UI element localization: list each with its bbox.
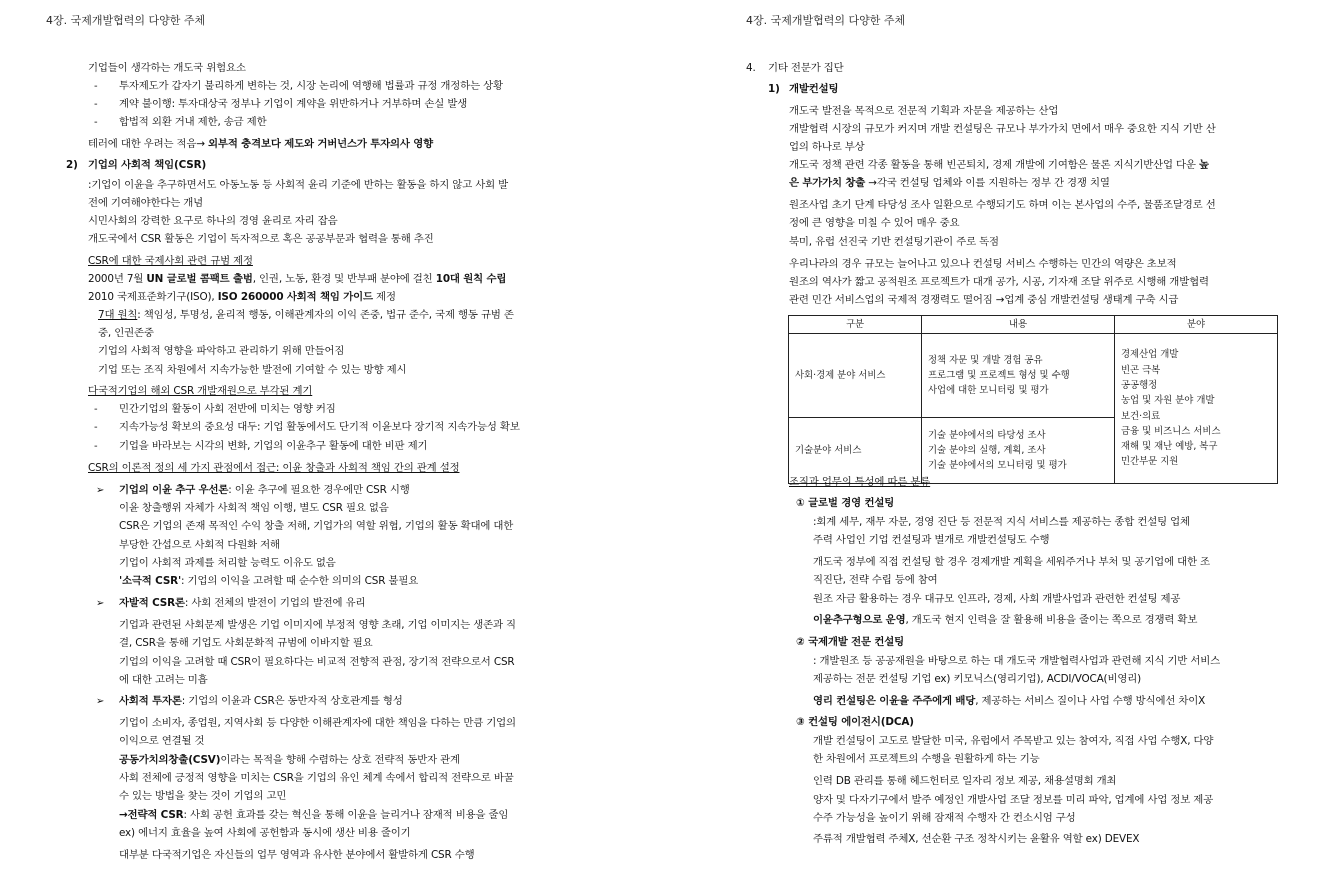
mnc-item: 지속가능성 확보의 중요성 대두: 기업 활동에서도 단기적 이윤보다 장기적 지속가능성 확보 [119,421,520,433]
c2-title: ② 국제개발 전문 컨설팅 [796,636,905,648]
csr-civil-society: 시민사회의 강력한 요구로 하나의 경영 윤리로 자리 잡음 [88,215,338,227]
csr-definition: :기업이 이윤을 추구하면서도 아동노동 등 사회적 윤리 기준에 반하는 활동을 하지 않고 사회 발 [88,179,509,191]
table-cell-category: 사회·경제 분야 서비스 [789,334,922,418]
view3-line: 기업이 소비자, 종업원, 지역사회 등 다양한 이해관계자에 대한 책임을 다하는 만큼 기업의 [119,717,516,729]
table-header-cell: 분야 [1115,316,1278,334]
view2-line: 에 대한 고려는 미흡 [119,674,208,686]
right-page-header: 4장. 국제개발협력의 다양한 주체 [746,14,906,27]
view3-line: 수 있는 방법을 찾는 것이 기업의 고민 [119,790,287,802]
c2-line: : 개발원조 등 공공재원을 바탕으로 하는 대 개도국 개발협력사업과 관련해 지식 기반 서비스 [813,655,1221,667]
dash-bullet: - [94,422,98,433]
view2-heading: 자발적 CSR론: 사회 전체의 발전이 기업의 발전에 유리 [119,597,366,609]
dash-bullet: - [94,441,98,452]
table-header-row [789,316,1278,334]
view3-line: 사회 전체에 긍정적 영향을 미치는 CSR을 기업의 유인 체계 속에서 합리적 전략으로 바꿀 [119,772,514,784]
c1-line: 개도국 정부에 직접 컨설팅 할 경우 경제개발 계획을 세워주거나 부처 및 공기업에 대한 조 [813,556,1210,568]
mnc-item: 민간기업의 활동이 사회 전반에 미치는 영향 커짐 [119,403,336,415]
csv-line: 공동가치의창출(CSV)이라는 목적을 향해 수렴하는 상호 전략적 동반자 관계 [119,754,460,766]
view1-line: CSR은 기업의 존재 목적인 수익 창출 저해, 기업가의 역할 위협, 기업의 활동 확대에 대한 [119,520,514,532]
section4-title: 기타 전문가 집단 [768,62,844,74]
korea-line: 원조의 역사가 짧고 공적원조 프로젝트가 대개 공가, 시공, 기자재 조달 위주로 시행해 개발협력 [789,276,1209,288]
c1-line: :회계 세무, 재무 자문, 경영 진단 등 전문적 지식 서비스를 제공하는 종합 컨설팅 업체 [813,516,1190,528]
korea-line: 관련 민간 서비스업의 국제적 경쟁력도 떨어짐 →업계 중심 개발컨설팅 생태계 구축 시급 [789,294,1179,306]
aid-line: 원조사업 초기 단계 타당성 조사 일환으로 수행되기도 하며 이는 본사업의 수주, 물품조달경로 선 [789,199,1216,211]
c3-line: 인력 DB 관리를 통해 헤드헌터로 일자리 정보 제공, 채용설명회 개최 [813,775,1117,787]
seven-principles-line: 7대 원칙: 책임성, 투명성, 윤리적 행동, 이해관계자의 이익 존중, 법규 준수, 국제 행동 규범 존 [98,309,514,321]
consulting-services-table [788,315,1278,484]
section4-number: 4. [746,62,756,74]
view3-line: 이익으로 연결될 것 [119,735,205,747]
view3-heading: 사회적 투자론: 기업의 이윤과 CSR은 동반자적 상호관계를 형성 [119,695,403,707]
korea-line: 우리나라의 경우 규모는 늘어나고 있으나 컨설팅 서비스 수행하는 민간의 역량은 초보적 [789,258,1177,270]
risk-item: 투자제도가 갑자기 불리하게 변하는 것, 시장 논리에 역행해 법률과 규정 개정하는 상황 [119,80,503,92]
sub1-number: 1) [768,83,780,95]
c2-line: 제공하는 전문 컨설팅 기업 ex) 키모닉스(영리기업), ACDI/VOCA(비영리) [813,673,1142,685]
table-header-cell: 내용 [922,316,1115,334]
dash-bullet: - [94,99,98,110]
intro-line: 업의 하나로 부상 [789,141,865,153]
dash-bullet: - [94,81,98,92]
strategic-csr-line: →전략적 CSR: 사회 공헌 효과를 갖는 혁신을 통해 이윤을 늘리거나 잠재적 비용을 줄임 [119,809,509,821]
risk-title: 기업들이 생각하는 개도국 위험요소 [88,62,246,74]
iso-direction: 기업 또는 조직 차원에서 지속가능한 발전에 기여할 수 있는 방향 제시 [98,364,407,376]
classify-title: 조직과 업무의 특성에 따른 분류 [789,476,931,488]
c3-line: 한 차원에서 프로젝트의 수행을 원활하게 하는 기능 [813,753,1040,765]
left-page-header: 4장. 국제개발협력의 다양한 주체 [46,14,206,27]
intro-line: 개도국 발전을 목적으로 전문적 기획과 자문을 제공하는 산업 [789,105,1059,117]
c3-line: 양자 및 다자기구에서 발주 예정인 개발사업 조달 정보를 미리 파악, 업계에 사업 정보 제공 [813,794,1214,806]
dash-bullet: - [94,404,98,415]
aid-line: 북미, 유럽 선진국 기반 컨설팅기관이 주로 독점 [789,236,999,248]
c1-line: 주력 사업인 기업 컨설팅과 별개로 개발컨설팅도 수행 [813,534,1050,546]
view1-heading: 기업의 이윤 추구 우선론: 이윤 추구에 필요한 경우에만 CSR 시행 [119,484,410,496]
arrow-bullet: ➢ [96,696,105,707]
seven-principles-cont: 중, 인권존중 [98,327,154,339]
mnc-title: 다국적기업의 해외 CSR 개발재원으로 부각된 계기 [88,385,313,397]
iso-line: 2010 국제표준화기구(ISO), ISO 260000 사회적 책임 가이드 제정 [88,291,396,303]
value-line: 개도국 정책 관련 각종 활동을 통해 빈곤퇴치, 경제 개발에 기여함은 물론 지식기반산업 다운 높 [789,159,1209,171]
view1-line: 부당한 간섭으로 사회적 다원화 저해 [119,539,280,551]
csr-definition-cont: 전에 기여해야한다는 개념 [88,197,204,209]
aid-line: 정에 큰 영향을 미칠 수 있어 매우 중요 [789,217,960,229]
c3-line: 개발 컨설팅이 고도로 발달한 미국, 유럽에서 주목받고 있는 참여자, 직접 사업 수행X, 다양 [813,735,1214,747]
c3-line: 주류적 개발협력 주체X, 선순환 구조 정착시키는 윤활유 역할 ex) DEVEX [813,833,1140,845]
table-row [789,334,1278,418]
dash-bullet: - [94,117,98,128]
view2-line: 기업의 이익을 고려할 때 CSR이 필요하다는 비교적 전향적 관점, 장기적 전략으로서 CSR [119,656,515,668]
intl-rules-title: CSR에 대한 국제사회 관련 규범 제정 [88,255,253,267]
view2-line: 기업과 관련된 사회문제 발생은 기업 이미지에 부정적 영향 초래, 기업 이미지는 생존과 직 [119,619,516,631]
risk-item: 계약 불이행: 투자대상국 정부나 기업이 계약을 위반하거나 거부하며 손실 발생 [119,98,468,110]
c1-title: ① 글로벌 경영 컨설팅 [796,497,895,509]
c3-line: 수주 가능성을 높이기 위해 잠재적 수행자 간 컨소시엄 구성 [813,812,1076,824]
iso-purpose: 기업의 사회적 영향을 파악하고 관리하기 위해 만들어짐 [98,345,345,357]
view1-line: 이윤 창출행위 자체가 사회적 책임 이행, 별도 CSR 필요 없음 [119,502,389,514]
view1-passive-csr: '소극적 CSR': 기업의 이익을 고려할 때 순수한 의미의 CSR 불필요 [119,575,419,587]
table-cell-content: 기술 분야에서의 타당성 조사 기술 분야의 실행, 계획, 조사 기술 분야에서의 모니터링 및 평가 [922,418,1115,484]
value-line-cont: 은 부가가치 창출 →각국 컨설팅 업체와 이를 지원하는 정부 간 경쟁 치열 [789,177,1110,189]
terror-emphasis: 외부적 충격보다 제도와 거버넌스가 투자의사 영향 [208,138,434,150]
csr-developing: 개도국에서 CSR 활동은 기업이 독자적으로 혹은 공공부문과 협력을 통해 추진 [88,233,434,245]
arrow-bullet: ➢ [96,485,105,496]
arrow-bullet: ➢ [96,598,105,609]
view3-line: ex) 에너지 효율을 높여 사회에 공헌함과 동시에 생산 비용 줄이기 [119,827,411,839]
c1-line: 원조 자금 활용하는 경우 대규모 인프라, 경제, 사회 개발사업과 관련한 컨설팅 제공 [813,593,1181,605]
risk-item: 합법적 외환 거내 제한, 송금 제한 [119,116,267,128]
un-global-compact-line: 2000년 7월 UN 글로벌 콤팩트 출범, 인권, 노동, 환경 및 반부패 분야에 걸친 10대 원칙 수립 [88,273,507,285]
sub1-title: 개발컨설팅 [789,83,839,95]
view3-line: 대부분 다국적기업은 자신들의 업무 영역과 유사한 분야에서 활발하게 CSR 수행 [119,849,475,861]
table-cell-fields: 경제산업 개발 빈곤 극복 공공행정 농업 및 자원 분야 개발 보건·의료 금융 및 비즈니스 서비스 재해 및 재난 예방, 복구 민간부문 지원 [1115,334,1278,484]
terror-text: 테러에 대한 우려는 적음→ [88,138,209,150]
c2-profit-line: 영리 컨설팅은 이윤을 주주에게 배당, 제공하는 서비스 질이나 사업 수행 방식에선 차이X [813,695,1206,707]
view2-line: 결, CSR을 통해 기업도 사회문화적 규범에 이바지할 필요 [119,637,373,649]
intro-line: 개발협력 시장의 규모가 커지며 개발 컨설팅은 규모나 부가가치 면에서 매우 중요한 지식 기반 산 [789,123,1216,135]
terror-line [88,138,433,151]
mnc-item: 기업을 바라보는 시각의 변화, 기업의 이윤추구 활동에 대한 비판 제기 [119,440,428,452]
views-title: CSR의 이론적 정의 세 가지 관점에서 접근: 이윤 창출과 사회적 책임 간의 관계 설정 [88,462,460,474]
c3-title: ③ 컨설팅 에이전시(DCA) [796,716,914,728]
csr-number: 2) [66,159,78,171]
view1-line: 기업이 사회적 과제를 처리할 능력도 이유도 없음 [119,557,336,569]
table-cell-category: 기술분야 서비스 [789,418,922,484]
c1-profit-line: 이윤추구형으로 운영, 개도국 현지 인력을 잘 활용해 비용을 줄이는 쪽으로 경쟁력 확보 [813,614,1198,626]
table-cell-content: 정책 자문 및 개발 경험 공유 프로그램 및 프로젝트 형성 및 수행 사업에 대한 모니터링 및 평가 [922,334,1115,418]
c1-line: 직진단, 전략 수립 등에 참여 [813,574,938,586]
csr-heading: 기업의 사회적 책임(CSR) [88,159,207,171]
table-header-cell: 구분 [789,316,922,334]
